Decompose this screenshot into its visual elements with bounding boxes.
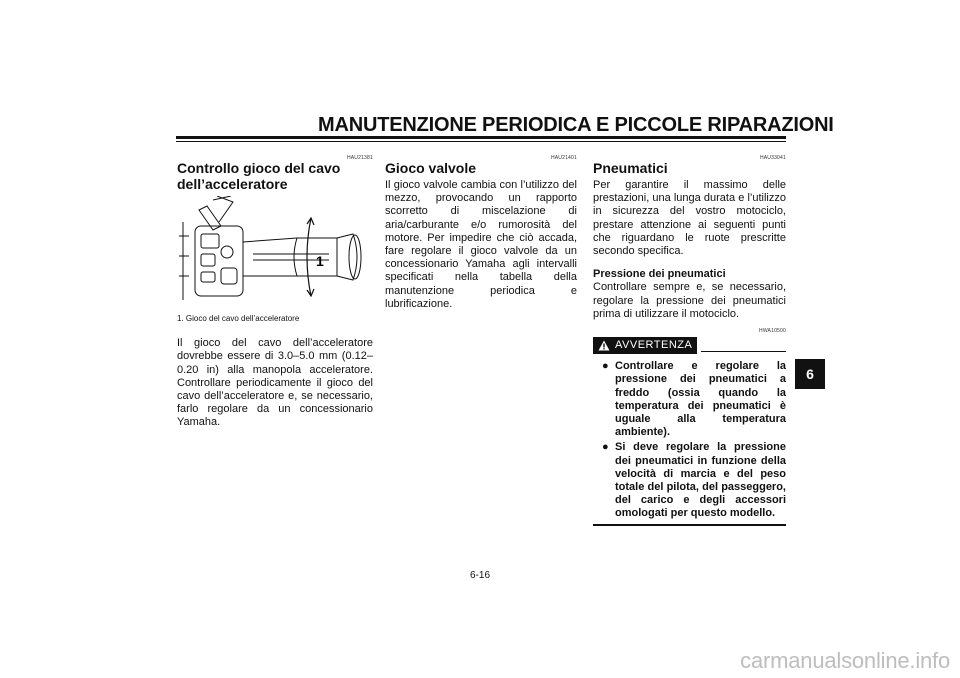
section-body: Per garantire il massimo delle prestazioni, una lunga durata e l’utilizzo in sicurezza del vostro motociclo, prestare attenzione ai seguenti punti che riguardano le ruote prescritte secondo specifica. [593,179,786,258]
column-valve-clearance [385,152,577,311]
column-throttle-cable [177,152,373,430]
warning-end-rule [593,524,786,526]
figure-callout-1: 1 [316,253,324,269]
column-tires [593,152,786,526]
section-title: Gioco valvole [385,160,477,176]
warning-list [593,360,786,520]
section-code: HAU21381 [346,155,373,161]
section-code: HAU21401 [550,155,577,161]
subsection-title: Pressione dei pneumatici [593,268,726,281]
figure-caption: 1. Gioco del cavo dell’acceleratore [177,314,300,323]
page-number: 6-16 [469,570,490,581]
section-title: Controllo gioco del cavo dell’acceleratore [177,160,341,192]
section-body: Il gioco valvole cambia con l’utilizzo del mezzo, provocando un rapporto scorretto di miscelazione di aria/carburante e/o rumorosità del motore. Per impedire che ciò accada, fare regolare il gioco valvole da un concessionario Yamaha agli intervalli specificati nella tabella della manutenzione periodica e lubrificazione. [385,179,577,310]
header-rule [176,136,786,139]
bullet-icon: ● [602,360,609,373]
page-header-title: MANUTENZIONE PERIODICA E PICCOLE RIPARAZIONI [318,114,834,136]
section-code: HAU33041 [759,155,786,161]
watermark: carmanualsonline.info [740,648,950,673]
warning-triangle-icon [598,340,610,351]
warning-label: AVVERTENZA [615,339,693,352]
section-title: Pneumatici [593,160,668,176]
subsection-body: Controllare sempre e, se necessario, regolare la pressione dei pneumatici prima di utilizzare il motociclo. [593,281,786,320]
bullet-icon: ● [602,441,609,454]
warning-code: HWA10500 [759,328,786,335]
warning-header [593,337,786,354]
section-body: Il gioco del cavo dell’acceleratore dovrebbe essere di 3.0–5.0 mm (0.12–0.20 in) alla manopola acceleratore. Controllare periodicamente il gioco del cavo dell’acceleratore e, se necessario, farlo regolare da un concessionario Yamaha. [177,337,373,429]
throttle-grip-figure [177,196,373,306]
warning-item: ● Si deve regolare la pressione dei pneumatici in funzione della velocità di marcia e del peso totale del pilota, del passeggero, del carico e degli accessori omologati per questo modello. [602,441,786,520]
chapter-tab: 6 [795,359,825,389]
warning-rule [701,351,786,352]
warning-item: ● Controllare e regolare la pressione dei pneumatici a freddo (ossia quando la temperatura dei pneumatici è uguale alla temperatura ambiente). [602,360,786,439]
warning-badge [593,337,697,354]
header-rule-thin [176,141,786,142]
throttle-grip-illustration [177,196,373,306]
